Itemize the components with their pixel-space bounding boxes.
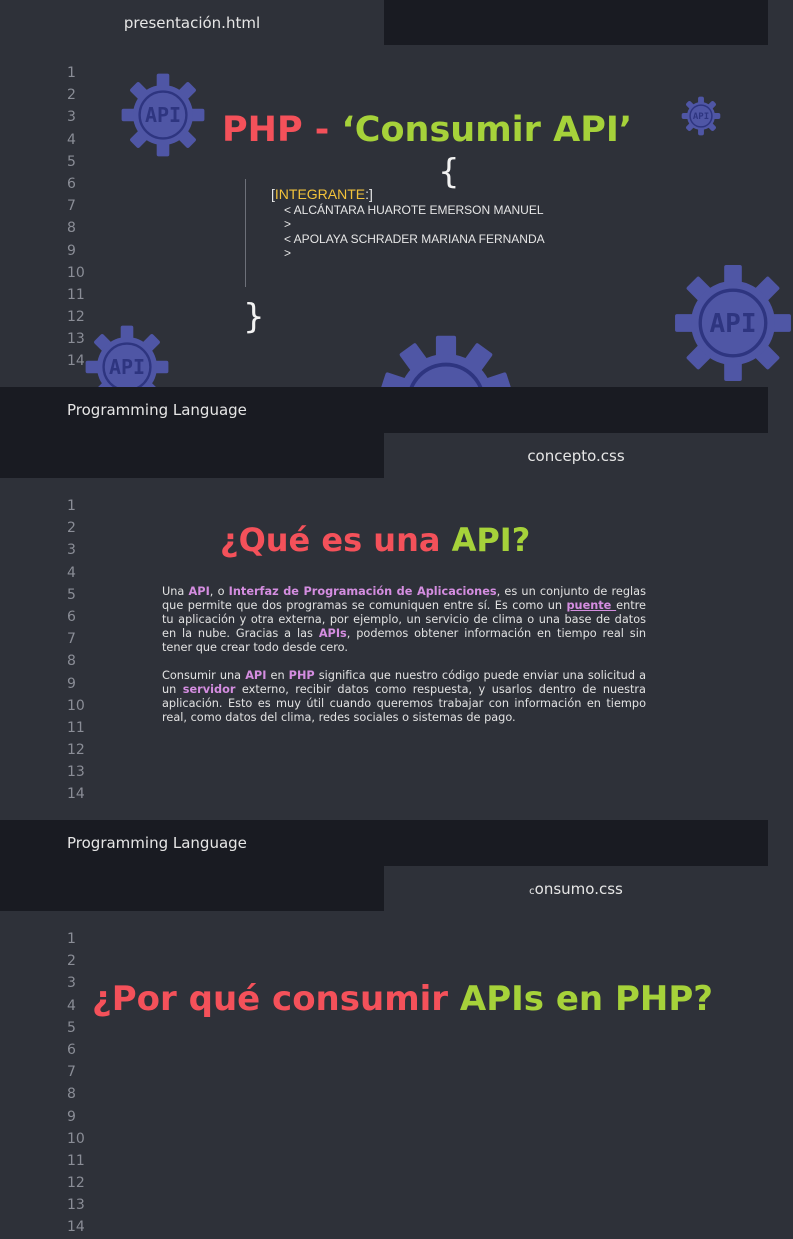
line-number: 4 [67,564,76,581]
line-numbers [67,928,85,1239]
page-title [222,110,632,150]
line-number: 5 [67,153,76,170]
line-number: 6 [67,175,76,192]
page-title [220,521,530,559]
title-main: ‘Consumir API’ [341,110,633,150]
line-number: 9 [67,1108,76,1125]
paragraph [162,585,646,655]
line-number: 13 [67,764,85,781]
line-number: 10 [67,697,85,714]
paragraph [162,669,646,725]
line-number: 14 [67,353,85,370]
tab-concepto[interactable] [384,433,768,478]
line-number: 13 [67,331,85,348]
text-run: externo, recibir datos como respuesta, y usarlos dentro de nuestra aplicación. Esto es muy útil cuando queremos trabajar con información en tiempo real, como datos del clima, redes sociales o sistemas de pago. [162,683,646,724]
text-run: , o [209,585,229,598]
line-number: 1 [67,498,76,514]
highlight-term: APIs [318,627,347,640]
line-number: 8 [67,653,76,670]
line-number: 1 [67,65,76,81]
title-prefix: ¿Qué es una [220,521,452,559]
line-number: 8 [67,1086,76,1103]
tab-consumo[interactable] [384,866,768,911]
gear-label: API [709,309,757,340]
footer-bar [0,820,768,866]
footer-label: Programming Language [67,834,247,852]
line-number: 12 [67,309,85,326]
footer-bar [0,387,768,433]
api-gear-icon [119,71,207,159]
text-run: , es un conjunto de reglas que permite que dos programas se comuniquen entre sí. Es como un [162,585,646,612]
line-number: 6 [67,1041,76,1058]
line-number: 1 [67,931,76,947]
tab-presentacion[interactable] [0,0,384,45]
line-number: 10 [67,1130,85,1147]
line-number: 8 [67,220,76,237]
line-number: 3 [67,975,76,992]
footer-label: Programming Language [67,401,247,419]
line-number: 7 [67,631,76,648]
line-number: 7 [67,1064,76,1081]
members-block: [INTEGRANTE:] < ALCÁNTARA HUAROTE EMERSON MANUEL > < APOLAYA SCHRADER MARIANA FERNANDA > [271,186,545,260]
gear-label: API [108,355,146,379]
line-number: 2 [67,87,76,104]
line-number: 11 [67,719,85,736]
text-run: Una [162,585,189,598]
tab-label: consumo.css [529,879,623,898]
slide-concepto [0,433,768,866]
api-gear-icon [673,263,793,383]
brace-close: } [243,297,265,337]
body-text [162,585,646,739]
highlight-term: API [245,669,267,682]
highlight-term: PHP [288,669,315,682]
member-item: > [284,217,292,231]
highlight-term: servidor [182,683,236,696]
title-main: APIs en PHP? [459,979,713,1019]
highlight-term: Interfaz de Programación de Aplicaciones [228,585,497,598]
line-number: 3 [67,542,76,559]
highlight-term[interactable]: puente [566,599,617,612]
line-number: 4 [67,997,76,1014]
line-number: 14 [67,786,85,803]
line-number: 6 [67,608,76,625]
text-run: Consumir una [162,669,246,682]
gear-label: API [692,112,710,123]
title-prefix: ¿Por qué consumir [92,979,460,1019]
line-number: 14 [67,1219,85,1236]
line-number: 9 [67,242,76,259]
line-number: 9 [67,675,76,692]
line-numbers [67,495,85,806]
line-number: 12 [67,1175,85,1192]
line-number: 5 [67,586,76,603]
title-main: API? [451,521,531,559]
member-item: > [284,246,292,260]
tab-bar [0,0,768,45]
line-number: 2 [67,953,76,970]
integrante-keyword: INTEGRANTE [274,186,366,202]
api-gear-icon [679,94,723,138]
line-number: 10 [67,264,85,281]
highlight-term: API [188,585,210,598]
title-prefix: PHP - [222,110,342,150]
text-run: entre tu aplicación y otra externa, por ejemplo, un servicio de clima o una base de datos en la nube. Gracias a las [162,599,647,640]
line-number: 11 [67,286,85,303]
gear-label: API [144,103,182,127]
tab-label: concepto.css [527,446,625,465]
tab-bar [0,866,768,911]
text-run: en [266,669,289,682]
line-number: 5 [67,1019,76,1036]
line-number: 11 [67,1152,85,1169]
line-number: 2 [67,520,76,537]
line-number: 12 [67,742,85,759]
divider-line [245,179,246,287]
member-item: < ALCÁNTARA HUAROTE EMERSON MANUEL [284,202,544,217]
page-title [92,979,713,1019]
text-run: significa que nuestro código puede enviar una solicitud a un [162,669,646,696]
line-number: 4 [67,131,76,148]
tab-bar [0,433,768,478]
tab-label: presentación.html [123,13,261,32]
line-number: 3 [67,109,76,126]
line-number: 7 [67,198,76,215]
line-number: 13 [67,1197,85,1214]
text-run: , podemos obtener información en tiempo real sin tener que crear todo desde cero. [162,627,646,654]
member-item: < APOLAYA SCHRADER MARIANA FERNANDA [284,231,545,246]
slide-presentacion [0,0,768,433]
slide-consumo [0,866,768,1236]
brace-open: { [438,152,460,192]
